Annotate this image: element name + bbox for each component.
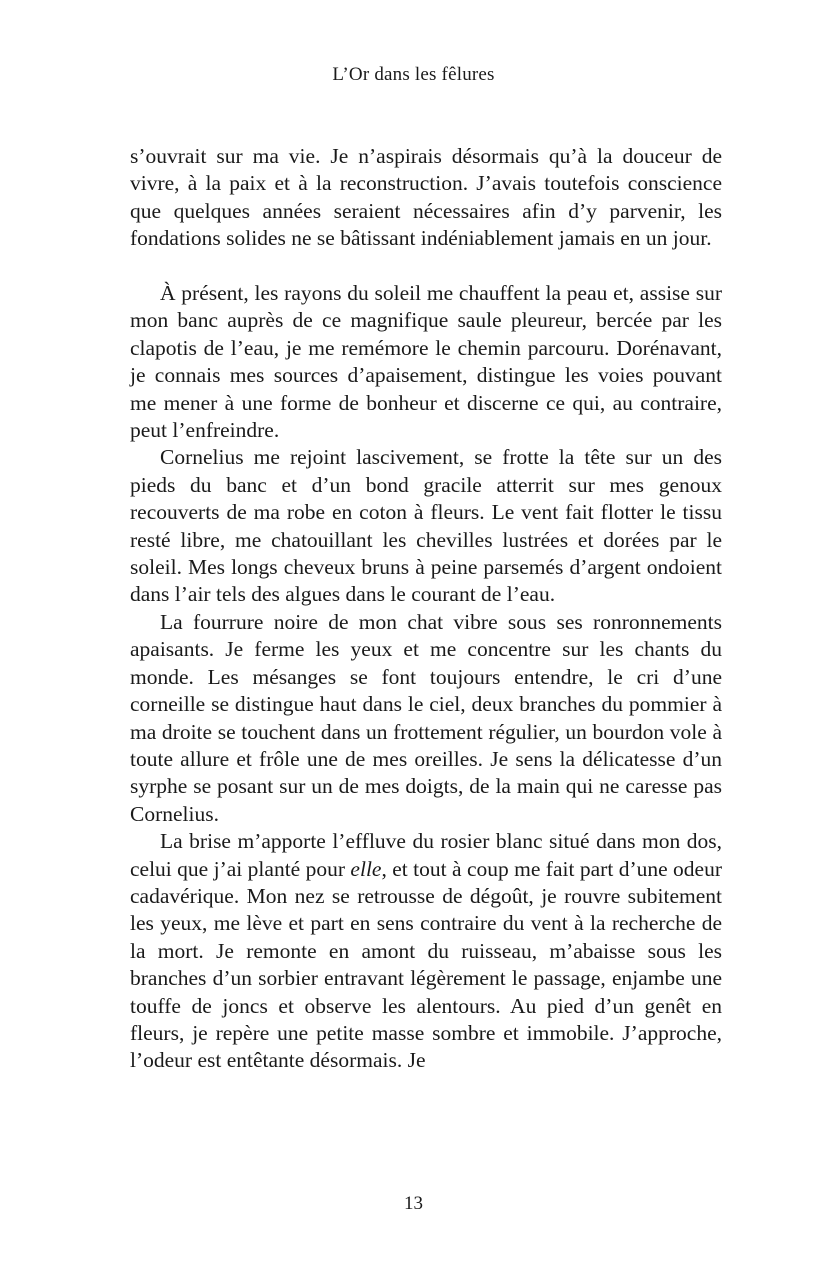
paragraph-cornelius: Cornelius me rejoint lascivement, se frotte la tête sur un des pieds du banc et d’un bond gracile atterrit sur mes genoux recouverts de ma robe en coton à fleurs. Le vent fait flotter le tissu resté libre, me chatouillant les chevilles lustrées et dorées par le soleil. Mes longs cheveux bruns à peine parsemés d’argent ondoient dans l’air tels des algues dans le courant de l’eau. xyxy=(130,445,722,607)
paragraph-section-start: À présent, les rayons du soleil me chauffent la peau et, assise sur mon banc auprès de ce magnifique saule pleureur, bercée par les clapotis de l’eau, je me remémore le chemin parcouru. Dorénavant, je connais mes sources d’apaisement, distingue les voies pouvant me mener à une forme de bonheur et discerne ce qui, au contraire, peut l’enfreindre. xyxy=(130,281,722,443)
paragraph-breeze xyxy=(130,828,722,1075)
page-number: 13 xyxy=(404,1193,423,1214)
paragraph-continuation: s’ouvrait sur ma vie. Je n’aspirais désormais qu’à la douceur de vivre, à la paix et à la reconstruction. J’avais toutefois conscience que quelques années seraient nécessaires afin d’y parvenir, les fondations solides ne se bâtissant indéniablement jamais en un jour. xyxy=(130,144,722,251)
emphasis-word: elle xyxy=(350,856,382,881)
paragraph-sounds: La fourrure noire de mon chat vibre sous ses ronronnements apaisants. Je ferme les yeux et me concentre sur les chants du monde. Les mésanges se font toujours entendre, le cri d’une corneille se distingue haut dans le ciel, deux branches du pommier à ma droite se touchent dans un frottement régulier, un bourdon vole à toute allure et frôle une de mes oreilles. Je sens la délicatesse d’un syrphe se posant sur un de mes doigts, de la main qui ne caresse pas Cornelius. xyxy=(130,609,722,826)
paragraph-breeze-text-before: La brise m’apporte l’effluve du rosier blanc situé dans mon dos, celui que j’ai planté pour xyxy=(130,829,722,881)
body-text xyxy=(130,143,722,1075)
running-header: L’Or dans les fêlures xyxy=(332,64,495,85)
paragraph-breeze-text-after: , et tout à coup me fait part d’une odeur cadavérique. Mon nez se retrousse de dégoût, je rouvre subitement les yeux, me lève et part en sens contraire du vent à la recherche de la mort. Je remonte en amont du ruisseau, m’abaisse sous les branches d’un sorbier entravant légèrement le passage, enjambe une touffe de joncs et observe les alentours. Au pied d’un genêt en fleurs, je repère une petite masse sombre et immobile. J’approche, l’odeur est entêtante désormais. Je xyxy=(130,856,722,1073)
